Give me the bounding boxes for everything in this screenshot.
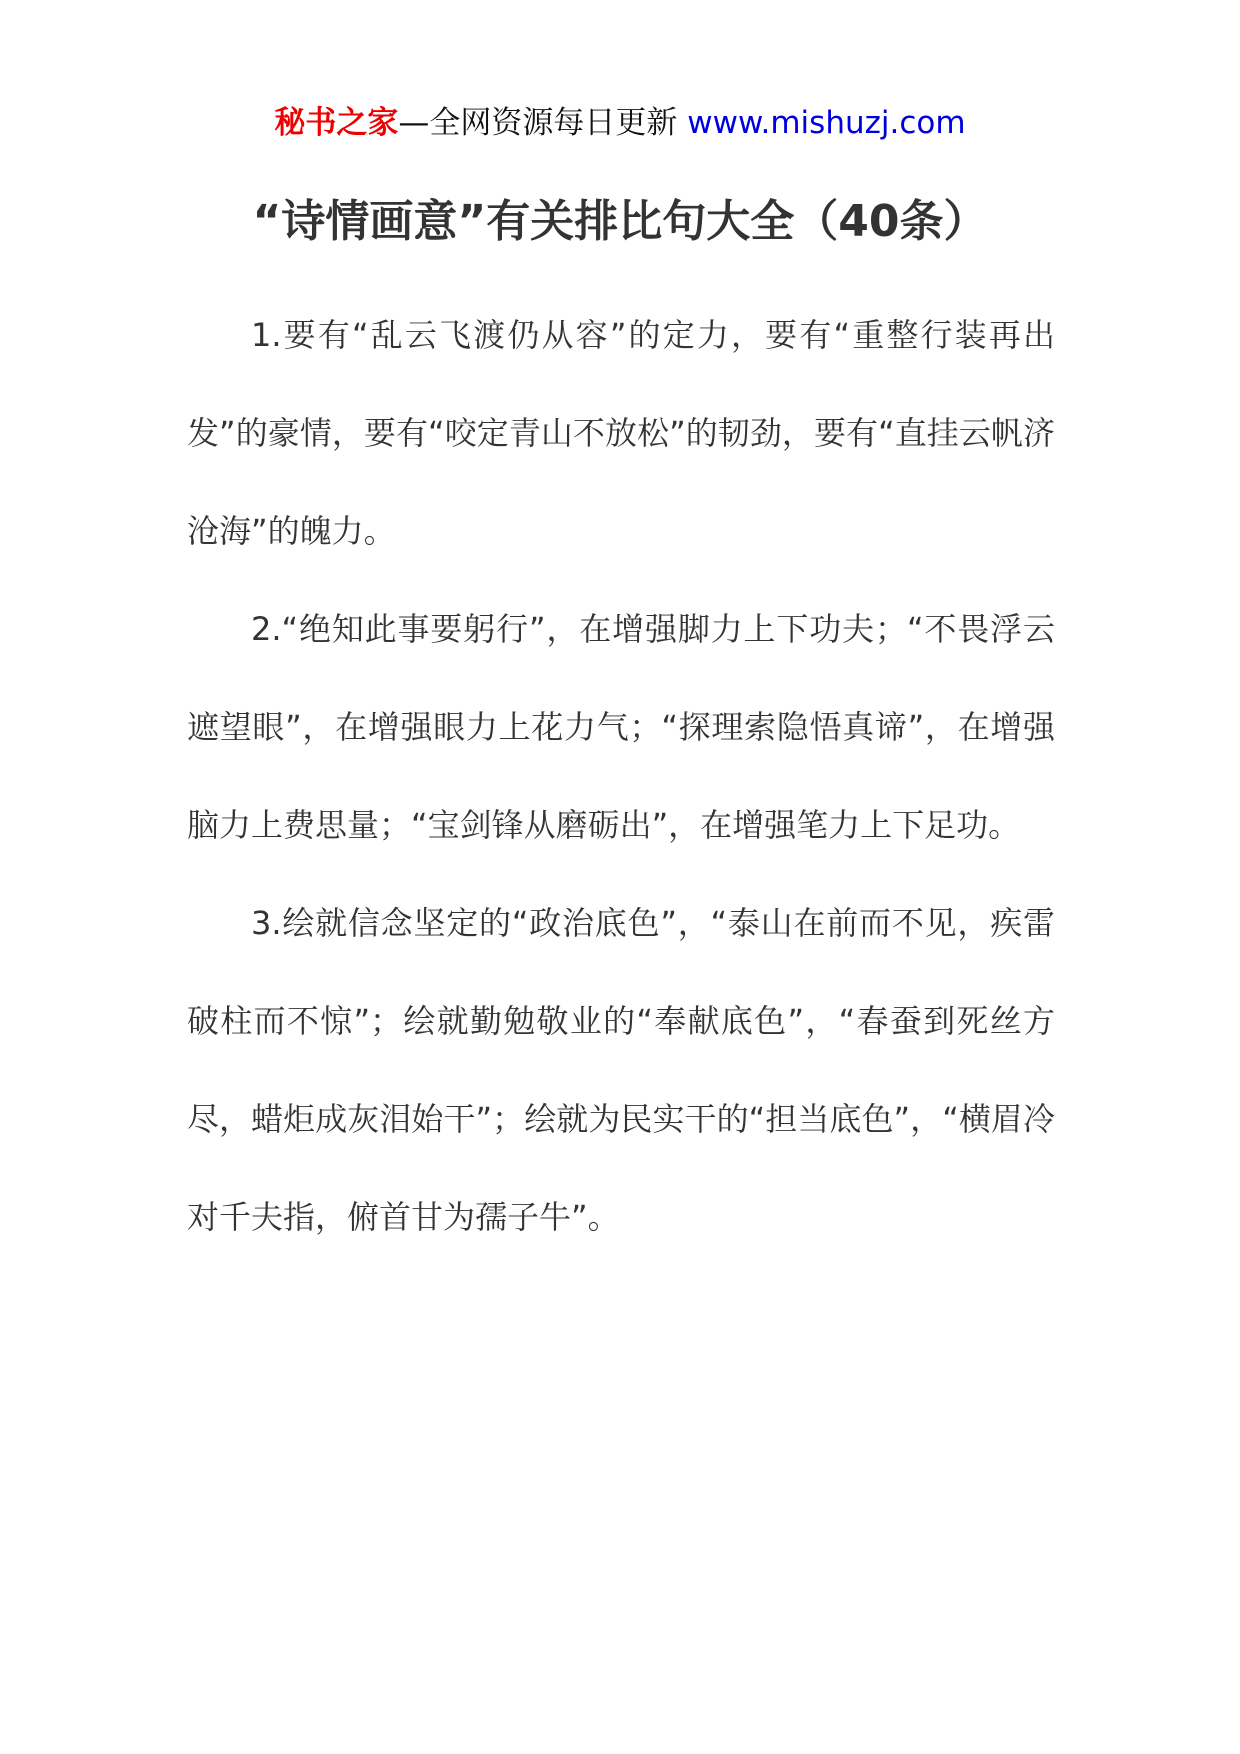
header-tagline: —全网资源每日更新 — [398, 105, 678, 141]
document-body — [187, 286, 1055, 1266]
paragraph-2: 2.“绝知此事要躬行”，在增强脚力上下功夫；“不畏浮云遮望眼”，在增强眼力上花力气；“探理索隐悟真谛”，在增强脑力上费思量；“宝剑锋从磨砺出”，在增强笔力上下足功。 — [187, 610, 1055, 844]
brand-name: 秘书之家 — [274, 105, 399, 141]
document-title: “诗情画意”有关排比句大全（40条） — [252, 196, 988, 247]
site-url-link[interactable]: www.mishuzj.com — [687, 105, 966, 141]
paragraph-3: 3.绘就信念坚定的“政治底色”，“泰山在前而不见，疾雷破柱而不惊”；绘就勤勉敬业的“奉献底色”，“春蚕到死丝方尽，蜡炬成灰泪始干”；绘就为民实干的“担当底色”，“横眉冷对千夫指，俯首甘为孺子牛”。 — [187, 904, 1055, 1236]
paragraph-1: 1.要有“乱云飞渡仍从容”的定力，要有“重整行装再出发”的豪情，要有“咬定青山不放松”的韧劲，要有“直挂云帆济沧海”的魄力。 — [187, 316, 1055, 550]
site-header — [0, 98, 1240, 148]
